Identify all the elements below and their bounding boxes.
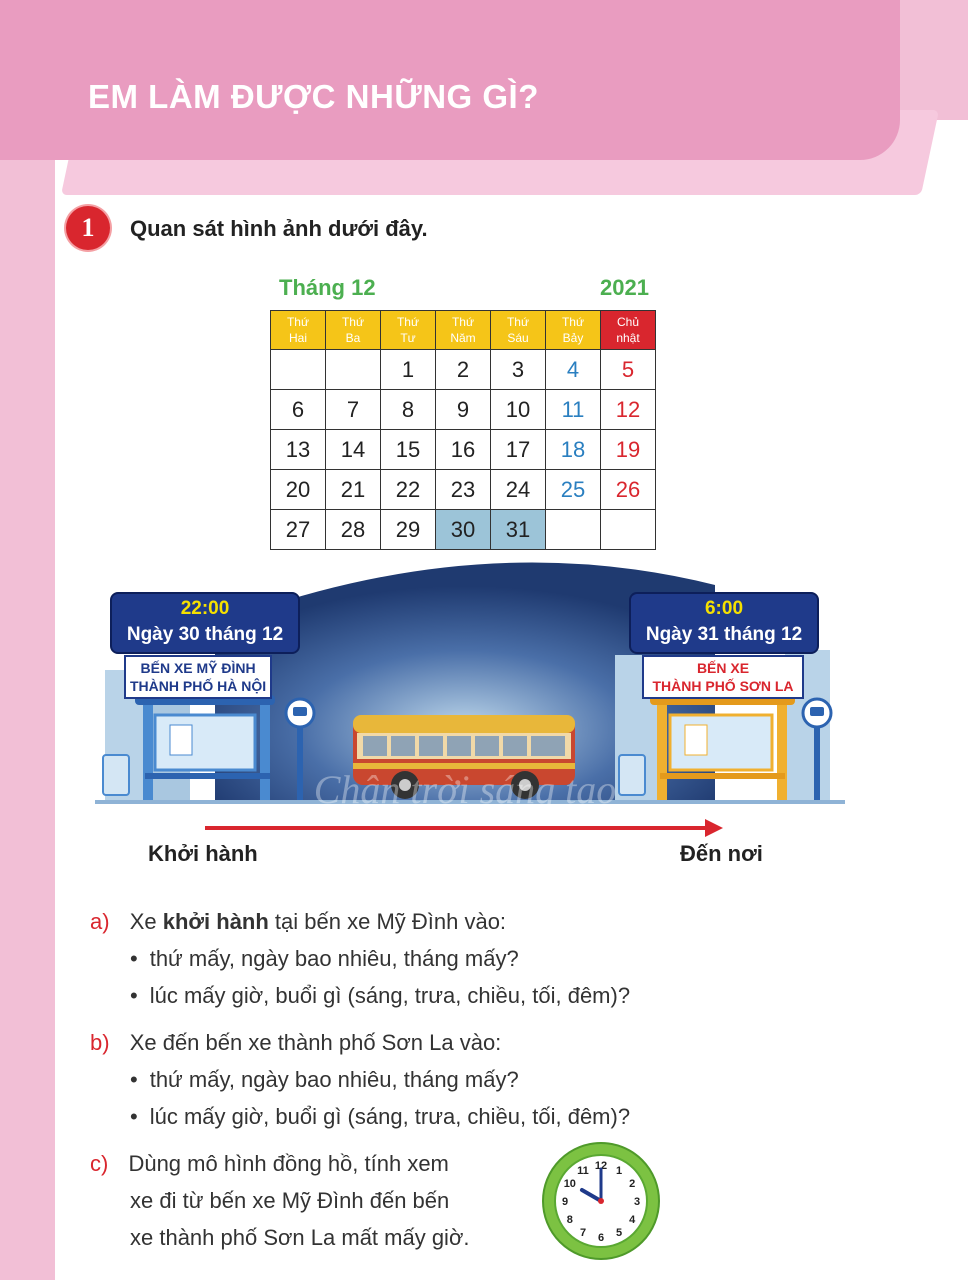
- calendar-day: 22: [381, 470, 436, 510]
- calendar-day: 25: [546, 470, 601, 510]
- calendar-day: 15: [381, 430, 436, 470]
- clock-number: 8: [566, 1214, 573, 1226]
- departure-station-line2: THÀNH PHỐ HÀ NỘI: [130, 678, 267, 694]
- calendar-day: 29: [381, 510, 436, 550]
- calendar-day: 23: [436, 470, 491, 510]
- question-c-line-3: xe thành phố Sơn La mất mấy giờ.: [130, 1225, 470, 1250]
- question-a-bullet-1: • thứ mấy, ngày bao nhiêu, tháng mấy?: [130, 946, 519, 971]
- question-a: a) Xe khởi hành tại bến xe Mỹ Đình vào:: [90, 909, 507, 934]
- calendar-day: 19: [601, 430, 656, 470]
- arrival-station-line1: BẾN XE: [696, 660, 750, 676]
- arrival-time-box: [629, 592, 819, 654]
- clock-number: 1: [615, 1164, 623, 1177]
- calendar-day: 12: [601, 390, 656, 430]
- question-b-bullet-2: • lúc mấy giờ, buổi gì (sáng, trưa, chiều, tối, đêm)?: [130, 1104, 631, 1129]
- calendar-day: 3: [491, 350, 546, 390]
- calendar-day: 7: [326, 390, 381, 430]
- exercise-title: Quan sát hình ảnh dưới đây.: [130, 216, 428, 241]
- clock-number: 11: [577, 1164, 589, 1177]
- question-letter: b): [90, 1030, 110, 1055]
- watermark-text: Chân trời sáng tạo: [313, 767, 617, 812]
- question-b: b) Xe đến bến xe thành phố Sơn La vào:: [90, 1030, 502, 1055]
- clock-model-icon: [540, 1140, 662, 1262]
- arrival-station-sign: [642, 655, 804, 699]
- calendar-day: 30: [436, 510, 491, 550]
- arrival-label: Đến nơi: [680, 841, 763, 866]
- calendar-day: 4: [546, 350, 601, 390]
- question-letter: a): [90, 909, 110, 934]
- calendar-day: 27: [271, 510, 326, 550]
- calendar-day: 11: [546, 390, 601, 430]
- calendar-day: 8: [381, 390, 436, 430]
- weekday-header: Thứ Bảy: [546, 311, 601, 350]
- calendar-year: 2021: [600, 275, 649, 300]
- clock-number: 5: [615, 1227, 623, 1240]
- direction-arrow-head: [705, 819, 723, 837]
- weekday-header: Thứ Ba: [326, 311, 381, 350]
- clock-number: 6: [597, 1232, 605, 1244]
- weekday-header: Thứ Sáu: [491, 311, 546, 350]
- calendar-day: [271, 350, 326, 390]
- clock-number: 4: [629, 1214, 636, 1226]
- calendar-day: 31: [491, 510, 546, 550]
- calendar-month: Tháng 12: [279, 275, 376, 300]
- weekday-header-sunday: Chủ nhật: [601, 311, 656, 350]
- question-c-line-2: xe đi từ bến xe Mỹ Đình đến bến: [130, 1188, 450, 1213]
- clock-number: 10: [563, 1178, 576, 1190]
- calendar-day: 6: [271, 390, 326, 430]
- calendar-day: 14: [326, 430, 381, 470]
- calendar-day: 9: [436, 390, 491, 430]
- page-title: EM LÀM ĐƯỢC NHỮNG GÌ?: [88, 78, 539, 115]
- clock-number: 9: [561, 1196, 569, 1208]
- calendar-day: 13: [271, 430, 326, 470]
- departure-time: 22:00: [180, 598, 230, 619]
- calendar-day: 26: [601, 470, 656, 510]
- calendar-day: 21: [326, 470, 381, 510]
- calendar-day: 20: [271, 470, 326, 510]
- weekday-header: Thứ Hai: [271, 311, 326, 350]
- question-letter: c): [90, 1151, 109, 1176]
- calendar-day: [546, 510, 601, 550]
- clock-number: 2: [629, 1178, 636, 1190]
- question-c: c) Dùng mô hình đồng hồ, tính xem: [90, 1151, 449, 1176]
- weekday-header: Thứ Tư: [381, 311, 436, 350]
- calendar-day: [326, 350, 381, 390]
- calendar-day: 28: [326, 510, 381, 550]
- arrival-date: Ngày 31 tháng 12: [645, 624, 803, 645]
- arrival-time: 6:00: [704, 598, 744, 619]
- calendar-day: 18: [546, 430, 601, 470]
- calendar-day: 24: [491, 470, 546, 510]
- calendar-day: 10: [491, 390, 546, 430]
- calendar-day: 1: [381, 350, 436, 390]
- weekday-header: Thứ Năm: [436, 311, 491, 350]
- calendar-day: 2: [436, 350, 491, 390]
- calendar-day: [601, 510, 656, 550]
- calendar-table: [270, 310, 656, 550]
- arrival-station-line2: THÀNH PHỐ SƠN LA: [652, 678, 794, 694]
- calendar-day: 17: [491, 430, 546, 470]
- departure-station-line1: BẾN XE MỸ ĐÌNH: [140, 660, 256, 676]
- clock-number: 12: [594, 1160, 608, 1172]
- calendar-day: 5: [601, 350, 656, 390]
- clock-number: 7: [579, 1227, 587, 1240]
- exercise-number-badge: 1: [66, 206, 110, 250]
- calendar-day: 16: [436, 430, 491, 470]
- clock-number: 3: [633, 1196, 641, 1208]
- departure-label: Khởi hành: [148, 841, 258, 866]
- question-a-bullet-2: • lúc mấy giờ, buổi gì (sáng, trưa, chiều, tối, đêm)?: [130, 983, 631, 1008]
- departure-time-box: [110, 592, 300, 654]
- question-b-bullet-1: • thứ mấy, ngày bao nhiêu, tháng mấy?: [130, 1067, 519, 1092]
- departure-date: Ngày 30 tháng 12: [126, 624, 284, 645]
- departure-station-sign: [124, 655, 272, 699]
